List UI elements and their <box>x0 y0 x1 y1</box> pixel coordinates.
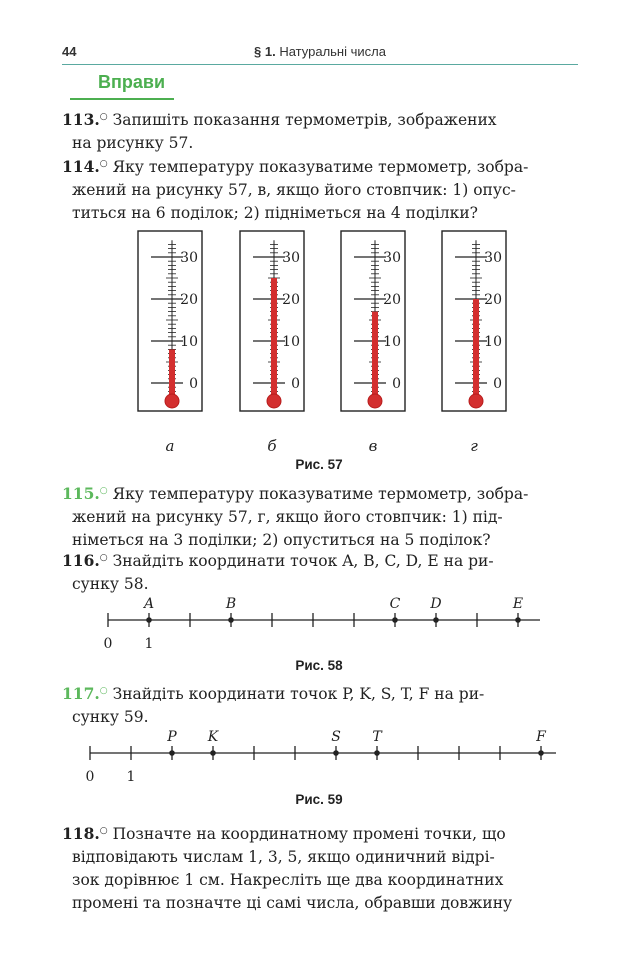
point-label: S <box>331 729 341 745</box>
scale-label: 10 <box>180 334 198 350</box>
point-label: D <box>430 596 442 612</box>
thermometer <box>442 231 506 411</box>
exercise-115 <box>62 480 578 552</box>
thermometer <box>240 231 304 411</box>
point-marker <box>392 617 398 623</box>
point-label: K <box>207 729 219 745</box>
thermometer-bulb <box>267 394 281 408</box>
scale-label: 0 <box>493 376 502 392</box>
exercise-line: промені та позначте ці самі числа, обравши довжину <box>72 894 513 913</box>
section-heading: Вправи <box>98 72 166 92</box>
exercise-number: 115.○ <box>62 484 108 504</box>
exercise-line: відповідають числам 1, 3, 5, якщо одиничний відрі- <box>72 848 495 867</box>
scale-label: 0 <box>189 376 198 392</box>
thermometer <box>138 231 202 411</box>
exercise-line: титься на 6 поділок; 2) підніметься на 4 поділки? <box>72 204 478 223</box>
exercise-number: 118.○ <box>62 824 108 844</box>
scale-label: 10 <box>282 334 300 350</box>
scale-label: 10 <box>383 334 401 350</box>
scale-label: 10 <box>484 334 502 350</box>
exercise-line: жений на рисунку 57, в, якщо його стовпчик: 1) опус- <box>72 181 516 200</box>
point-marker <box>433 617 439 623</box>
exercise-114 <box>62 153 578 225</box>
point-label: E <box>512 596 524 612</box>
section-number: § 1. <box>254 44 276 59</box>
exercise-116 <box>62 547 578 596</box>
point-marker <box>169 750 175 756</box>
thermometer <box>341 231 405 411</box>
section-heading-underline <box>70 98 174 100</box>
scale-label: 30 <box>484 250 502 266</box>
exercise-line: Знайдіть координати точок A, B, C, D, E на ри- <box>112 552 494 571</box>
figure-59-caption: Рис. 59 <box>295 792 343 807</box>
exercise-number: 117.○ <box>62 684 108 704</box>
exercise-line: жений на рисунку 57, г, якщо його стовпчик: 1) під- <box>72 508 503 527</box>
point-label: P <box>167 729 177 745</box>
exercise-117 <box>62 680 578 729</box>
thermometer-bulb <box>469 394 483 408</box>
point-marker <box>374 750 380 756</box>
point-marker <box>146 617 152 623</box>
scale-label: 20 <box>484 292 502 308</box>
scale-label: 20 <box>383 292 401 308</box>
exercise-113 <box>62 106 578 155</box>
exercise-line: німеться на 3 поділки; 2) опуститься на 5 поділок? <box>72 531 491 550</box>
exercise-line: Яку температуру показуватиме термометр, зобра- <box>112 158 529 177</box>
scale-label: 0 <box>392 376 401 392</box>
scale-label: 20 <box>282 292 300 308</box>
axis-label: 0 <box>85 769 95 785</box>
figure-57-caption: Рис. 57 <box>295 457 343 472</box>
figure-58-caption: Рис. 58 <box>295 658 343 673</box>
scale-label: 30 <box>383 250 401 266</box>
scale-label: 0 <box>291 376 300 392</box>
point-label: B <box>225 596 237 612</box>
exercise-line: на рисунку 57. <box>72 134 194 153</box>
thermometer-bulb <box>368 394 382 408</box>
section-name: Натуральні числа <box>279 44 386 59</box>
thermometer-bulb <box>165 394 179 408</box>
scale-label: 20 <box>180 292 198 308</box>
exercise-number: 113.○ <box>62 110 108 130</box>
point-label: A <box>143 596 155 612</box>
exercise-line: Яку температуру показуватиме термометр, зобра- <box>112 485 529 504</box>
figure-58-number-ray <box>0 592 638 652</box>
header-rule <box>62 64 578 65</box>
scale-label: 30 <box>282 250 300 266</box>
point-marker <box>228 617 234 623</box>
exercise-number: 114.○ <box>62 157 108 177</box>
thermometer-label: г <box>470 437 478 455</box>
point-marker <box>210 750 216 756</box>
axis-label: 1 <box>126 769 136 785</box>
point-label: F <box>536 729 546 745</box>
exercise-number: 116.○ <box>62 551 108 571</box>
exercise-line: Запишіть показання термометрів, зображених <box>112 111 497 130</box>
point-marker <box>333 750 339 756</box>
exercise-line: Позначте на координатному промені точки, що <box>112 825 506 844</box>
exercise-line: сунку 58. <box>72 575 149 594</box>
point-marker <box>538 750 544 756</box>
running-title <box>62 44 578 59</box>
exercise-line: зок дорівнює 1 см. Накресліть ще два координатних <box>72 871 504 890</box>
point-marker <box>515 617 521 623</box>
thermometer-label: б <box>267 437 277 455</box>
thermometer-label: а <box>165 437 175 455</box>
mercury-column <box>169 349 175 397</box>
mercury-column <box>372 312 378 397</box>
axis-label: 0 <box>103 636 113 652</box>
thermometer-label: в <box>368 437 378 455</box>
scale-label: 30 <box>180 250 198 266</box>
figure-59-number-ray <box>0 725 638 785</box>
axis-label: 1 <box>144 636 154 652</box>
figure-57-thermometers <box>0 225 638 455</box>
exercise-118 <box>62 820 578 915</box>
point-label: C <box>389 596 401 612</box>
point-label: T <box>372 729 382 745</box>
page-header <box>62 36 578 62</box>
page-number: 44 <box>62 44 77 59</box>
mercury-column <box>473 299 479 397</box>
exercise-line: Знайдіть координати точок P, K, S, T, F на ри- <box>112 685 485 704</box>
exercise-line: сунку 59. <box>72 708 149 727</box>
mercury-column <box>271 278 277 397</box>
